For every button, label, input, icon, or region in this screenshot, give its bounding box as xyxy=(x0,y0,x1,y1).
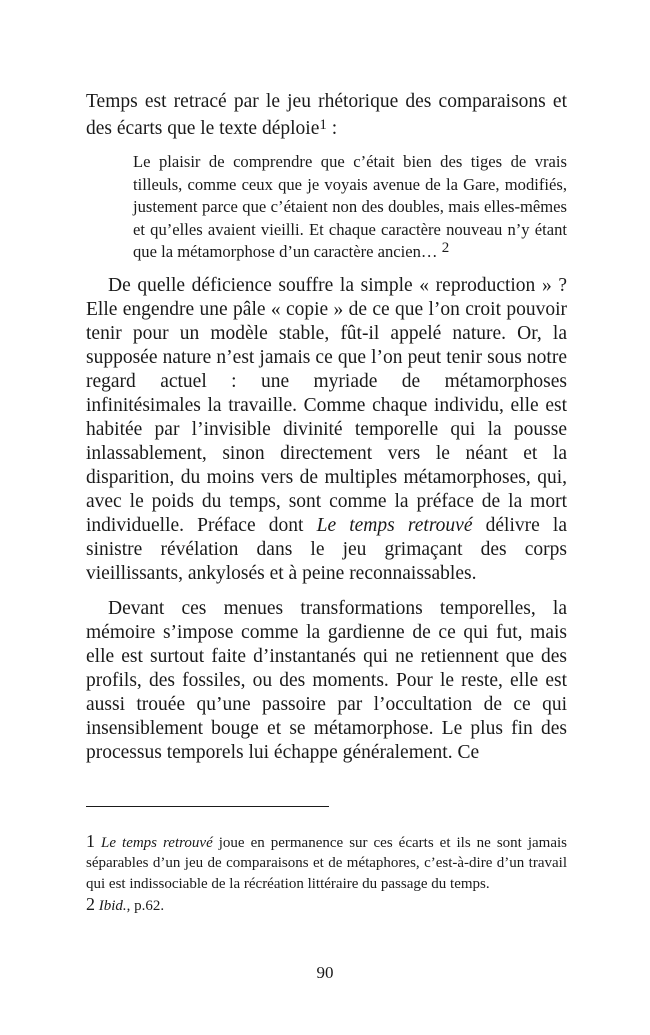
paragraph-2-text-a: De quelle déficience souffre la simple « reproduction » ? Elle engendre une pâle « copie » de ce que l’on croit pouvoir tenir pour un modèle stable, fût-il appelé nature. Or, la supposée nature n’est jamais ce que l’on peut tenir sous notre regard actuel : une myriade de métamorphoses infinitésimales la travaille. Comme chaque individu, elle est habitée par l’invisible divinité temporelle qui la pousse inlassablement, sinon directement vers le néant et la disparition, du moins vers de multiples métamorphoses, qui, avec le poids du temps, sont comme la préface de la mort individuelle. Préface dont xyxy=(86,274,567,536)
paragraph-1 xyxy=(86,88,567,142)
footnote-1-text: joue en permanence sur ces écarts et ils ne sont jamais séparables d’un jeu de comparaisons et de métaphores, c’est-à-dire d’un travail qui est indissociable de la récréation littéraire du passage du temps. xyxy=(86,835,568,892)
paragraph-3-text: Devant ces menues transformations temporelles, la mémoire s’impose comme la gardienne de ce qui fut, mais elle est surtout faite d’instantanés qui ne retiennent que des profils, des fossiles, ou des moments. Pour le reste, elle est aussi trouée qu’une passoire par l’occultation de ce qui insensiblement bouge et se métamorphose. Le plus fin des processus temporels lui échappe généralement. Ce xyxy=(86,597,567,763)
paragraph-2-text-b: délivre la sinistre révélation dans le jeu grimaçant des corps vieillissants, ankylosés et à peine reconnaissables. xyxy=(86,514,568,584)
block-quote-text: Le plaisir de comprendre que c’était bien des tiges de vrais tilleuls, comme ceux que je voyais avenue de la Gare, modifiés, justement parce que c’étaient non des doubles, mais elles-mêmes et qu’elles avaient vieilli. Et chaque caractère nouveau n’y étant que la métamorphose d’un caractère ancien… xyxy=(133,152,567,261)
footnote-separator xyxy=(86,806,329,807)
footnote-2 xyxy=(86,894,567,916)
block-quote xyxy=(133,151,567,264)
paragraph-3 xyxy=(86,597,567,765)
paragraph-1-text: Temps est retracé par le jeu rhétorique des comparaisons et des écarts que le texte déploie xyxy=(86,91,567,139)
footnote-2-number: 2 xyxy=(86,894,95,915)
footnote-ref-1[interactable]: 1 xyxy=(319,117,327,133)
paragraph-2 xyxy=(86,274,567,586)
paragraph-1-tail: : xyxy=(326,118,338,139)
footnote-1 xyxy=(86,831,567,894)
page-number: 90 xyxy=(316,963,334,982)
page-body xyxy=(86,88,567,765)
footnote-2-title: Ibid. xyxy=(98,898,127,915)
footnote-1-number: 1 xyxy=(86,831,95,851)
footnote-1-title: Le temps retrouvé xyxy=(101,835,213,851)
footnote-ref-2[interactable]: 2 xyxy=(441,240,450,256)
paragraph-2-book-title: Le temps retrouvé xyxy=(316,514,473,536)
footnotes xyxy=(86,831,567,917)
footnote-2-text: , p.62. xyxy=(126,898,165,915)
